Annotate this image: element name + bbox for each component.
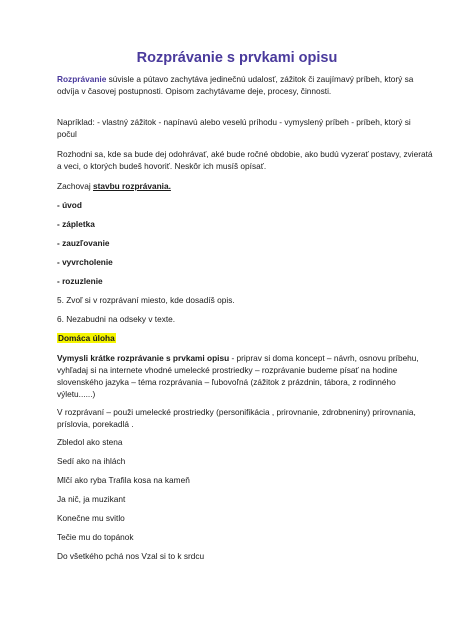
structure-label: stavbu rozprávania. [92,181,171,191]
page-title: Rozprávanie s prvkami opisu [136,50,338,66]
structure-item: - úvod [57,200,82,210]
homework-lead: Vymysli krátke rozprávanie s prvkami opisu [57,353,230,363]
intro-line-1 [57,73,413,85]
point-5: 5. Zvoľ si v rozprávaní miesto, kde dosadíš opis. [57,295,235,305]
homework-heading-line [57,332,116,344]
idiom-example: Tečie mu do topánok [57,532,134,542]
structure-prefix: Zachovaj [57,181,93,191]
task-line-1: Rozhodni sa, kde sa bude dej odohrávať, aké bude ročné obdobie, ako budú vyzerať postavy, zvieratá [57,149,433,159]
homework-line-4: výletu......) [57,389,96,399]
example-line-2: počul [57,129,77,139]
homework-heading: Domáca úloha [58,333,115,343]
devices-line-1: V rozprávaní – použi umelecké prostriedky (personifikácia , prirovnanie, zdrobneniny) prirovnania, [57,407,416,417]
structure-item: - zauzľovanie [57,238,110,248]
idiom-example: Ja nič, ja muzikant [57,494,126,504]
intro-line-2: odvíja v časovej postupnosti. Opisom zachytávame deje, procesy, činnosti. [57,86,332,96]
devices-line-2: príslovia, porekadlá . [57,419,134,429]
structure-item: - rozuzlenie [57,276,103,286]
intro-term: Rozprávanie [57,74,107,84]
example-line-1: Napríklad: - vlastný zážitok - napínavú alebo veselú príhodu - vymyslený príbeh - príbeh, ktorý si [57,117,411,127]
homework-text: - priprav si doma koncept – návrh, osnovu príbehu, [229,353,419,363]
idiom-example: Zbledol ako stena [57,437,123,447]
structure-item: - vyvrcholenie [57,257,113,267]
idiom-example: Do všetkého pchá nos Vzal si to k srdcu [57,551,205,561]
homework-line-1 [57,352,419,364]
idiom-example: Sedí ako na ihlách [57,456,126,466]
point-6: 6. Nezabudni na odseky v texte. [57,314,176,324]
structure-item: - zápletka [57,219,95,229]
intro-text: súvisle a pútavo zachytáva jedinečnú udalosť, zážitok či zaujímavý príbeh, ktorý sa [106,74,414,84]
task-line-2: a veci, o ktorých budeš hovoriť. Neskôr ich musíš opísať. [57,161,267,171]
homework-line-3: slovenského jazyka – téma rozprávania – ľubovoľná (zážitok z prázdnin, tábora, z rodinného [57,377,396,387]
homework-line-2: vyhľadaj si na internete vhodné umelecké prostriedky – rozprávanie budeme písať na hodine [57,365,398,375]
structure-line [57,180,171,192]
idiom-example: Konečne mu svitlo [57,513,125,523]
idiom-example: Mlčí ako ryba Trafila kosa na kameň [57,475,190,485]
